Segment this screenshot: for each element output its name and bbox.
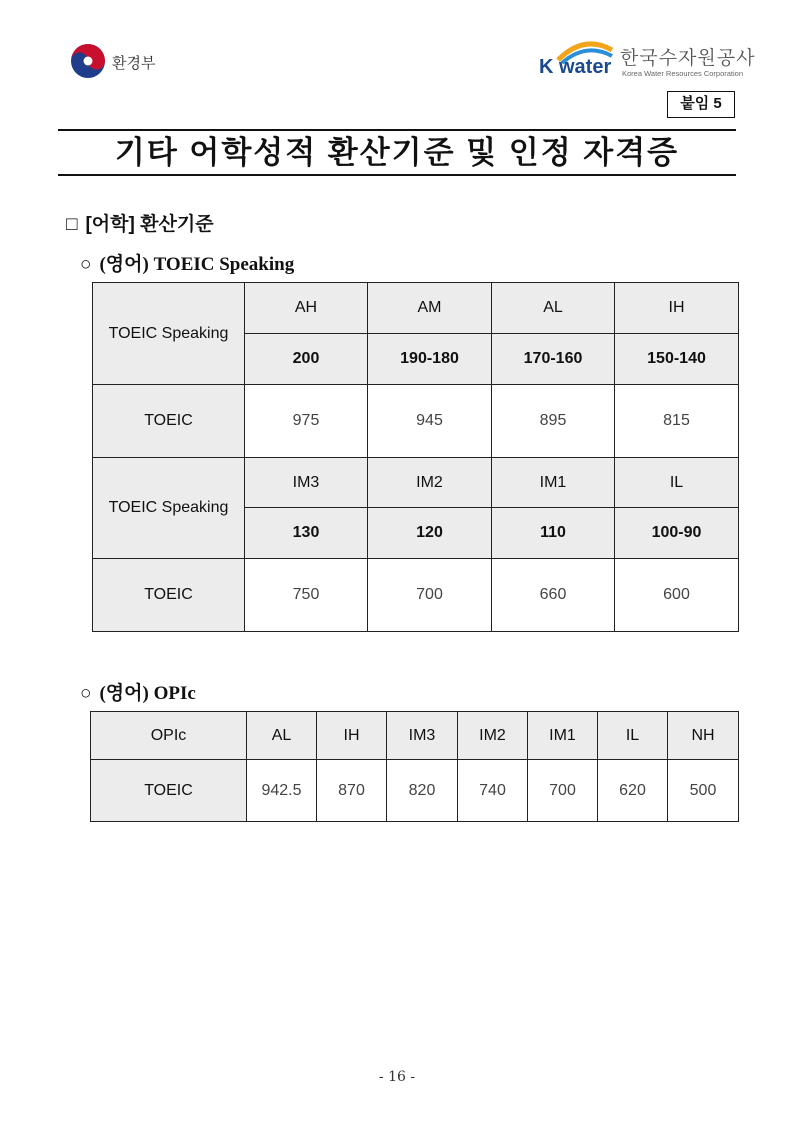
- section-heading-text: [어학] 환산기준: [85, 214, 214, 235]
- circle-bullet-icon: ○: [80, 254, 92, 275]
- grade-cell: IM2: [458, 712, 528, 760]
- circle-bullet-icon: ○: [80, 683, 92, 704]
- grade-cell: IL: [598, 712, 668, 760]
- toeic-value-cell: 945: [368, 385, 492, 458]
- score-cell: 170-160: [492, 334, 615, 385]
- toeic-value-cell: 740: [458, 760, 528, 822]
- score-cell: 130: [245, 508, 368, 559]
- toeic-speaking-label: TOEIC Speaking: [93, 283, 245, 385]
- page-number: - 16 -: [378, 1069, 416, 1085]
- toeic-label: TOEIC: [93, 385, 245, 458]
- kwater-name-en: Korea Water Resources Corporation: [622, 69, 744, 78]
- ministry-name: 환경부: [112, 55, 156, 72]
- table-row: [93, 385, 739, 458]
- grade-cell: IM1: [528, 712, 598, 760]
- table-row: [91, 712, 739, 760]
- table-row: [93, 458, 739, 508]
- toeic-speaking-table: [92, 282, 739, 632]
- title-top-rule: [58, 129, 736, 131]
- grade-cell: AH: [245, 283, 368, 334]
- grade-cell: IM2: [368, 458, 492, 508]
- toeic-value-cell: 750: [245, 559, 368, 632]
- grade-cell: AL: [247, 712, 317, 760]
- grade-cell: IM3: [387, 712, 458, 760]
- toeic-speaking-heading: [80, 249, 294, 276]
- table-row: [91, 760, 739, 822]
- kwater-logo: K water: [539, 56, 612, 78]
- toeic-value-cell: 870: [317, 760, 387, 822]
- grade-cell: AL: [492, 283, 615, 334]
- score-cell: 150-140: [615, 334, 739, 385]
- toeic-speaking-heading-text: (영어) TOEIC Speaking: [99, 254, 295, 275]
- score-cell: 120: [368, 508, 492, 559]
- kwater-name-kr: 한국수자원공사: [620, 48, 756, 69]
- section-heading: [66, 209, 214, 236]
- toeic-label: TOEIC: [93, 559, 245, 632]
- toeic-value-cell: 660: [492, 559, 615, 632]
- grade-cell: IH: [615, 283, 739, 334]
- score-cell: 190-180: [368, 334, 492, 385]
- opic-label: OPIc: [91, 712, 247, 760]
- grade-cell: IL: [615, 458, 739, 508]
- page-title: 기타 어학성적 환산기준 및 인정 자격증: [114, 135, 680, 170]
- grade-cell: IM3: [245, 458, 368, 508]
- toeic-value-cell: 975: [245, 385, 368, 458]
- toeic-value-cell: 815: [615, 385, 739, 458]
- toeic-label: TOEIC: [91, 760, 247, 822]
- toeic-value-cell: 942.5: [247, 760, 317, 822]
- opic-table: [90, 711, 739, 822]
- toeic-value-cell: 820: [387, 760, 458, 822]
- table-row: [93, 559, 739, 632]
- toeic-value-cell: 895: [492, 385, 615, 458]
- opic-heading: [80, 678, 196, 705]
- score-cell: 100-90: [615, 508, 739, 559]
- toeic-value-cell: 700: [528, 760, 598, 822]
- score-cell: 110: [492, 508, 615, 559]
- score-cell: 200: [245, 334, 368, 385]
- grade-cell: AM: [368, 283, 492, 334]
- ministry-logo-icon: [70, 43, 106, 79]
- title-bottom-rule: [58, 174, 736, 176]
- toeic-speaking-label: TOEIC Speaking: [93, 458, 245, 559]
- square-bullet-icon: □: [66, 214, 78, 235]
- grade-cell: NH: [668, 712, 739, 760]
- grade-cell: IM1: [492, 458, 615, 508]
- toeic-value-cell: 620: [598, 760, 668, 822]
- opic-heading-text: (영어) OPIc: [99, 683, 196, 704]
- grade-cell: IH: [317, 712, 387, 760]
- toeic-value-cell: 600: [615, 559, 739, 632]
- appendix-label: 붙임 5: [667, 91, 735, 118]
- toeic-value-cell: 500: [668, 760, 739, 822]
- toeic-value-cell: 700: [368, 559, 492, 632]
- table-row: [93, 283, 739, 334]
